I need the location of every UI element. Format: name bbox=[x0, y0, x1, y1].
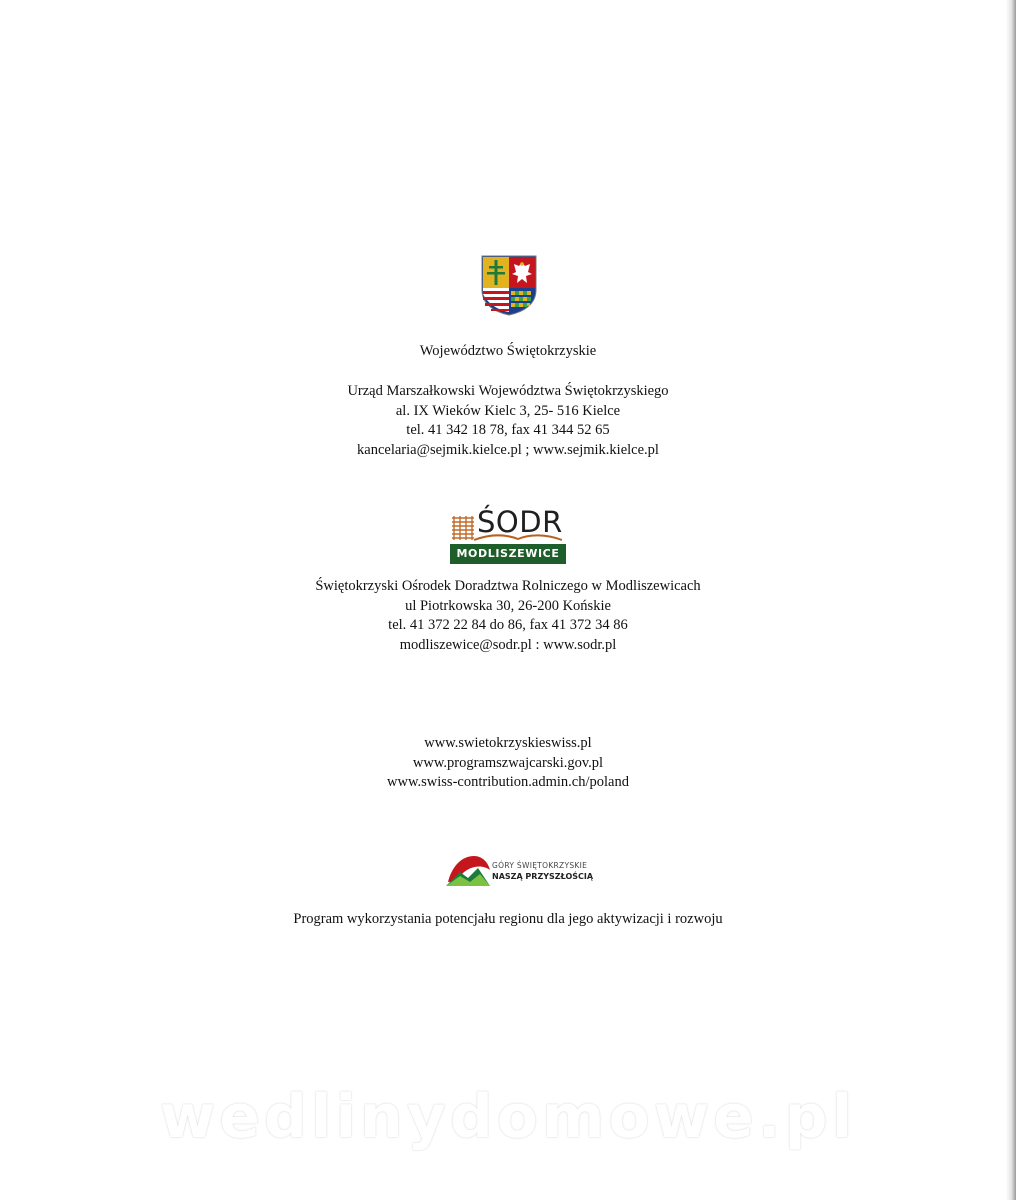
sodr-logo-text: ŚODR bbox=[477, 505, 563, 539]
website-link[interactable]: www.swiss-contribution.admin.ch/poland bbox=[387, 774, 629, 790]
websites-block bbox=[0, 734, 1016, 793]
sodr-address: ul Piotrkowska 30, 26-200 Końskie bbox=[405, 597, 611, 614]
website-link[interactable]: www.swietokrzyskieswiss.pl bbox=[424, 735, 592, 751]
sodr-name: Świętokrzyski Ośrodek Doradztwa Rolniczego w Modliszewicach bbox=[315, 578, 701, 594]
program-logo-line2: NASZĄ PRZYSZŁOŚCIĄ bbox=[492, 872, 594, 881]
office-contact: kancelaria@sejmik.kielce.pl ; www.sejmik.kielce.pl bbox=[357, 441, 659, 458]
office-phone: tel. 41 342 18 78, fax 41 344 52 65 bbox=[406, 422, 610, 438]
voivodeship-title-block bbox=[0, 342, 1016, 362]
program-description bbox=[0, 910, 1016, 930]
office-address: al. IX Wieków Kielc 3, 25- 516 Kielce bbox=[395, 402, 621, 419]
sodr-phone: tel. 41 372 22 84 do 86, fax 41 372 34 86 bbox=[388, 617, 628, 633]
marshal-office-block bbox=[0, 382, 1016, 460]
page-edge-shadow bbox=[1006, 0, 1016, 1200]
mountains-icon bbox=[444, 852, 492, 888]
office-name: Urząd Marszałkowski Województwa Świętokrzyskiego bbox=[347, 383, 669, 399]
sodr-logo-bar bbox=[450, 544, 566, 564]
program-logo-line1: GÓRY ŚWIĘTOKRZYSKIE bbox=[492, 861, 588, 870]
sodr-logo-subtitle: MODLISZEWICE bbox=[456, 547, 560, 560]
coat-of-arms-icon bbox=[480, 254, 538, 316]
gory-swietokrzyskie-logo bbox=[444, 852, 594, 888]
sodr-contact: modliszewice@sodr.pl : www.sodr.pl bbox=[399, 636, 617, 653]
sodr-info-block bbox=[0, 577, 1016, 655]
sodr-logo bbox=[450, 505, 566, 566]
watermark: wedlinydomowe.pl bbox=[159, 1082, 857, 1152]
voivodeship-title: Województwo Świętokrzyskie bbox=[419, 343, 597, 359]
program-text: Program wykorzystania potencjału regionu dla jego aktywizacji i rozwoju bbox=[293, 911, 723, 927]
website-link[interactable]: www.programszwajcarski.gov.pl bbox=[412, 754, 604, 771]
